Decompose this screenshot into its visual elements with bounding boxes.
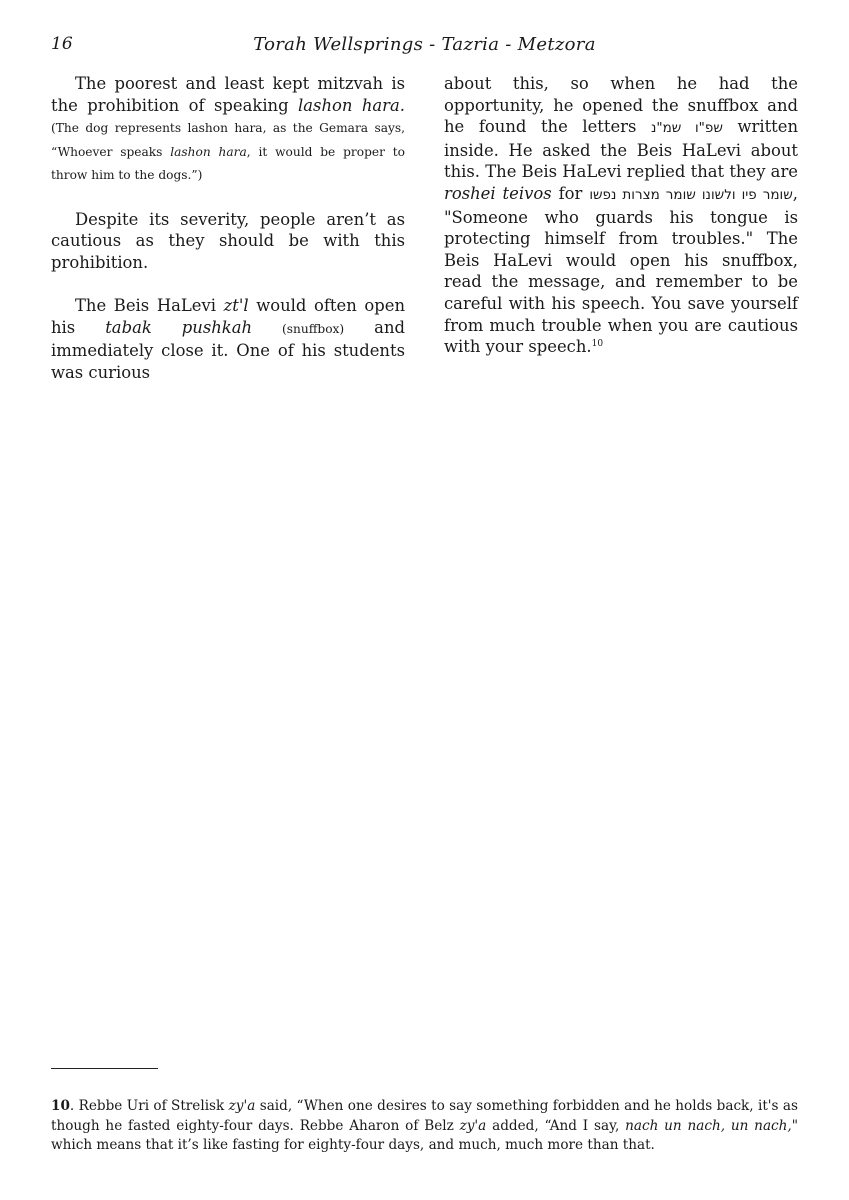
footnote-number: 10 bbox=[51, 1098, 70, 1114]
left-column bbox=[51, 73, 405, 405]
page-header bbox=[51, 34, 798, 56]
paragraph-lashon-hara: The poorest and least kept mitzvah is the prohibition of speaking lashon hara. (The dog represents lashon hara, as the Gemara says, “Whoever speaks lashon hara, it would be proper to throw him to the dogs.”) bbox=[51, 74, 405, 183]
paragraph-beis-halevi: The Beis HaLevi zt'l would often open his tabak pushkah (snuffbox) and immediately close it. One of his students was curious bbox=[51, 295, 406, 382]
page-number: 16 bbox=[51, 34, 73, 54]
paragraph-snuffbox-story: about this, so when he had the opportunity, he opened the snuffbox and he found the letters שפ"ו שמ"נ written inside. He asked the Beis HaLevi about this. The Beis HaLevi replied that they are roshei teivos for שומר פיו ולשונו שומר מצרות נפשו, "Someone who guards his tongue is protecting himself from troubles." The Beis HaLevi would open his snuffbox, read the message, and remember to be careful with his speech. You save yourself from much trouble when you are cautious with your speech.$^{10}$ bbox=[444, 74, 798, 357]
footnote-10: 10. Rebbe Uri of Strelisk zy'a said, “When one desires to say something forbidden and he holds back, it's as though he fasted eighty-four days. Rebbe Aharon of Belz zy'a added, “And I say, nach un nach, un nach," which means that it’s like fasting for eighty-four days, and much, much more than that. bbox=[51, 1098, 798, 1154]
running-title: Torah Wellsprings - Tazria - Metzora bbox=[253, 34, 596, 55]
footnote-divider bbox=[51, 1068, 158, 1069]
hebrew-verse: שומר פיו ולשונו שומר מצרות נפשו bbox=[589, 186, 793, 203]
parenthetical-note: (The dog represents lashon hara, as the Gemara says, “Whoever speaks lashon hara, it would be proper to throw him to the dogs.”) bbox=[51, 121, 405, 183]
footnote-reference[interactable]: 10 bbox=[591, 339, 604, 350]
snuffbox-gloss: (snuffbox) bbox=[282, 321, 345, 336]
hebrew-letters: שפ"ו שמ"נ bbox=[651, 120, 723, 137]
paragraph-severity: Despite its severity, people aren’t as cautious as they should be with this prohibition. bbox=[51, 209, 405, 272]
right-column bbox=[444, 73, 798, 379]
